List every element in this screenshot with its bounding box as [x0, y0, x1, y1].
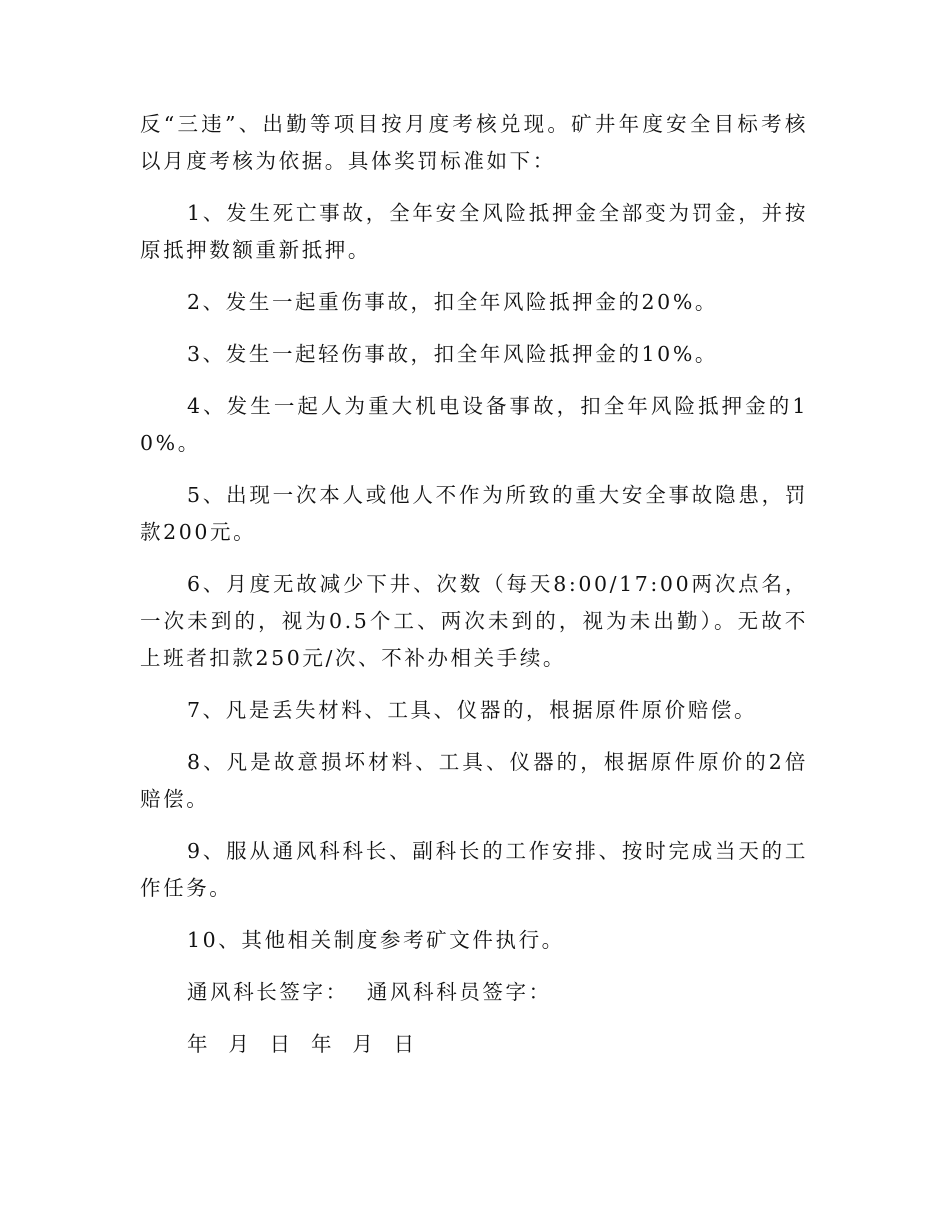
date-line: 年 月 日 年 月 日	[187, 1032, 417, 1056]
document-page	[140, 106, 808, 1063]
rule-item-3: 3、发生一起轻伤事故，扣全年风险抵押金的10%。	[187, 342, 719, 366]
rule-item-5: 5、出现一次本人或他人不作为所致的重大安全事故隐患，罚款200元。	[140, 483, 808, 544]
rule-item-6: 6、月度无故减少下井、次数（每天8:00/17:00两次点名，一次未到的，视为0.5个工、两次未到的，视为未出勤）。无故不上班者扣款250元/次、不补办相关手续。	[140, 572, 808, 670]
rule-item-8: 8、凡是故意损坏材料、工具、仪器的，根据原件原价的2倍赔偿。	[140, 750, 808, 811]
rule-item-10: 10、其他相关制度参考矿文件执行。	[187, 928, 565, 952]
signature-line: 通风科长签字： 通风科科员签字：	[187, 980, 552, 1004]
rule-item-4: 4、发生一起人为重大机电设备事故，扣全年风险抵押金的10%。	[140, 394, 808, 455]
rule-item-1: 1、发生死亡事故，全年安全风险抵押金全部变为罚金，并按原抵押数额重新抵押。	[140, 201, 808, 262]
rule-item-9: 9、服从通风科科长、副科长的工作安排、按时完成当天的工作任务。	[140, 839, 808, 900]
rule-item-2: 2、发生一起重伤事故，扣全年风险抵押金的20%。	[187, 290, 719, 314]
rule-item-7: 7、凡是丢失材料、工具、仪器的，根据原件原价赔偿。	[187, 698, 758, 722]
intro-paragraph: 反“三违”、出勤等项目按月度考核兑现。矿井年度安全目标考核以月度考核为依据。具体奖罚标准如下：	[140, 112, 808, 173]
